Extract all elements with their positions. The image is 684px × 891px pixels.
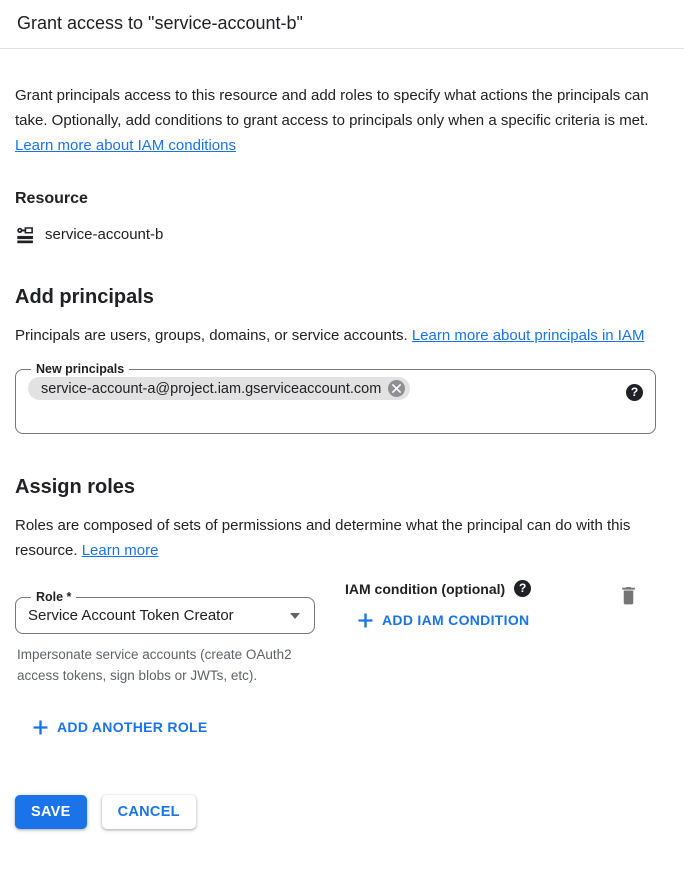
iam-condition-column: [345, 576, 531, 633]
role-label: Role *: [36, 590, 72, 604]
principal-chip-value: service-account-a@project.iam.gserviceaccount.com: [41, 380, 382, 397]
assign-roles-heading: Assign roles: [15, 476, 136, 498]
assign-roles-text: Roles are composed of sets of permissions and determine what the principal can do with this resource.: [15, 517, 631, 559]
iam-condition-label: IAM condition (optional): [345, 580, 506, 597]
add-principals-heading: Add principals: [15, 286, 154, 308]
dialog-body: [0, 83, 684, 829]
new-principals-label: New principals: [36, 362, 125, 376]
chevron-down-icon: [290, 613, 300, 619]
trash-icon: [619, 584, 638, 605]
chip-remove-icon[interactable]: [388, 380, 405, 397]
principals-help-icon[interactable]: ?: [626, 384, 643, 401]
learn-more-principals-link[interactable]: Learn more about principals in IAM: [411, 327, 645, 344]
learn-more-roles-link[interactable]: Learn more: [81, 542, 159, 559]
add-principals-text: Principals are users, groups, domains, or service accounts.: [15, 327, 412, 344]
plus-icon: [358, 613, 373, 628]
add-another-role-label: ADD ANOTHER ROLE: [57, 719, 208, 735]
intro-paragraph: [15, 83, 665, 158]
plus-icon: [33, 720, 48, 735]
role-selected-value: Service Account Token Creator: [28, 607, 234, 624]
title-divider: [0, 48, 684, 49]
learn-more-iam-conditions-link[interactable]: Learn more about IAM conditions: [15, 137, 236, 154]
add-iam-condition-button[interactable]: [358, 612, 529, 628]
save-button[interactable]: SAVE: [15, 795, 87, 829]
role-row: [15, 576, 669, 686]
role-select[interactable]: [15, 590, 315, 634]
add-another-role-row: [15, 719, 669, 740]
intro-text: Grant principals access to this resource and add roles to specify what actions the principals can take. Optionally, add conditions to grant access to principals only when a specific criteria is met.: [15, 87, 649, 129]
resource-heading: Resource: [15, 190, 88, 207]
role-column: [15, 576, 315, 686]
role-helper-text: Impersonate service accounts (create OAuth2 access tokens, sign blobs or JWTs, etc).: [17, 647, 292, 683]
add-iam-condition-label: ADD IAM CONDITION: [382, 612, 530, 628]
add-another-role-button[interactable]: [33, 719, 208, 735]
delete-role-button[interactable]: [619, 584, 638, 605]
resource-name: service-account-b: [45, 226, 164, 243]
cancel-button[interactable]: CANCEL: [102, 795, 196, 829]
principal-chip: [28, 377, 410, 400]
iam-condition-help-icon[interactable]: ?: [514, 580, 531, 597]
add-principals-description: [15, 323, 665, 348]
resource-item: [15, 225, 669, 244]
dialog-actions: [15, 795, 669, 829]
service-account-icon: [15, 225, 35, 244]
assign-roles-description: [15, 513, 665, 563]
dialog-title: Grant access to "service-account-b": [17, 13, 303, 33]
new-principals-input[interactable]: [15, 362, 656, 434]
